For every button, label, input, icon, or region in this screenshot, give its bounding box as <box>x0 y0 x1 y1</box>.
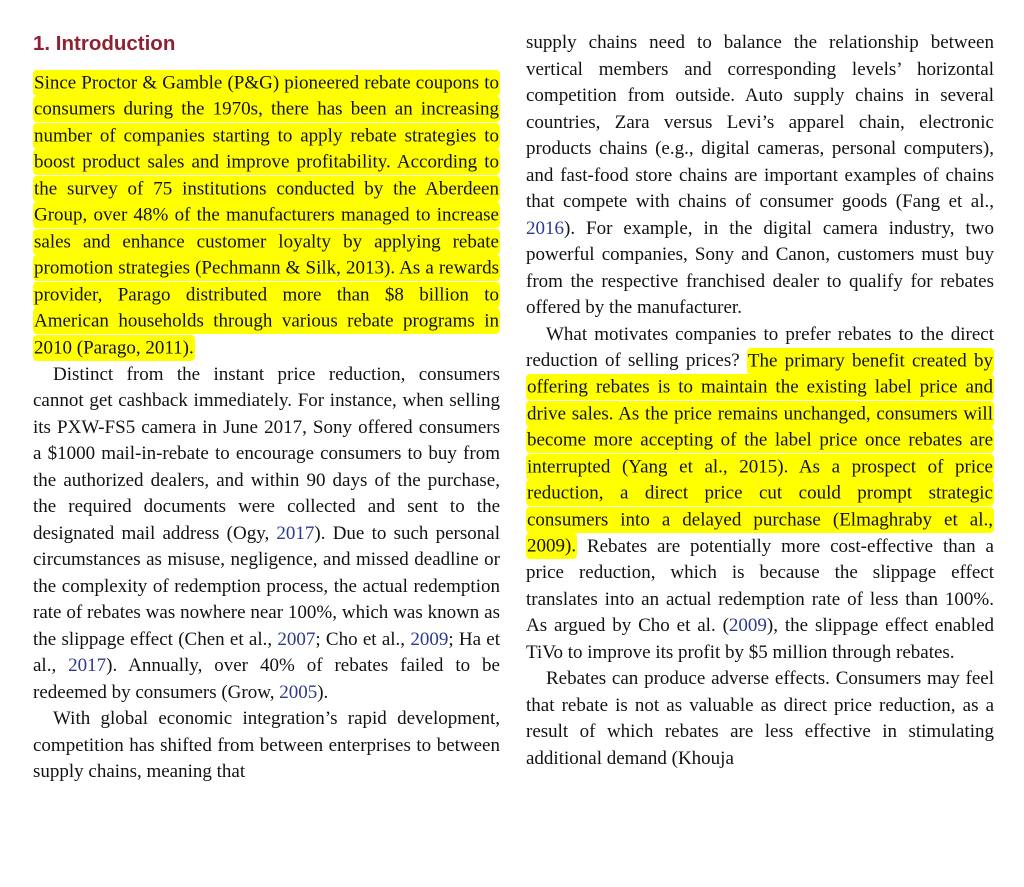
citation-link[interactable]: 2017 <box>68 655 107 676</box>
highlighted-text: The primary benefit created by offering rebates is to maintain the existing label price and drive sales. As the price remains unchanged, consumers will become more accepting of the label price once rebates are interrupted (Yang et al., 2015). As a prospect of price reduction, a direct price cut could prompt strategic consumers into a delayed purchase (Elmaghraby et al., 2009). <box>526 348 994 560</box>
citation-link[interactable]: 2005 <box>279 681 318 703</box>
paragraph-rebate-motivation <box>526 322 994 667</box>
text-run: What motivates companies to prefer rebates to the direct reduction of selling prices? <box>526 323 994 371</box>
paragraph-adverse-effects <box>526 666 994 772</box>
citation-link[interactable]: 2009 <box>728 615 767 636</box>
text-run: ; Cho et al., <box>315 628 411 650</box>
text-run: ). For example, in the digital camera industry, two powerful companies, Sony and Canon, customers must buy from the respective franchised dealer to qualify for rebates offered by the manufacturer. <box>526 217 994 318</box>
right-column <box>526 30 994 887</box>
text-run: ). Due to such personal circumstances as misuse, negligence, and missed deadline or the complexity of redemption process, the actual redemption rate of rebates was nowhere near 100%, which was known as the slippage effect (Chen et al., <box>33 522 500 650</box>
text-run: ). <box>317 681 329 703</box>
text-run: ). Annually, over 40% of rebates failed to be redeemed by consumers (Grow, <box>33 655 500 703</box>
text-run: supply chains need to balance the relationship between vertical members and corresponding levels’ horizontal competition from outside. Auto supply chains in several countries, Zara versus Levi’s apparel chain, electronic products chains (e.g., digital cameras, personal computers), and fast-food store chains are important examples of chains that compete with chains of consumer goods (Fang et al., <box>526 32 994 212</box>
paragraph-global-competition <box>33 706 500 786</box>
left-column <box>33 30 500 887</box>
paragraph-intro-highlighted <box>33 70 500 362</box>
citation-link[interactable]: 2017 <box>276 522 315 544</box>
citation-link[interactable]: 2009 <box>410 628 449 650</box>
text-run: With global economic integration’s rapid development, competition has shifted from between enterprises to between supply chains, meaning that <box>33 708 500 782</box>
paragraph-rebate-mechanics <box>33 362 500 707</box>
text-run: Distinct from the instant price reduction, consumers cannot get cashback immediately. For instance, when selling its PXW-FS5 camera in June 2017, Sony offered consumers a $1000 mail-in-rebate to encourage consumers to buy from the authorized dealers, and within 90 days of the purchase, the required documents were collected and sent to the designated mail address (Ogy, <box>33 363 500 544</box>
highlighted-text: Since Proctor & Gamble (P&G) pioneered rebate coupons to consumers during the 1970s, there has been an increasing number of companies starting to apply rebate strategies to boost product sales and improve profitability. According to the survey of 75 institutions conducted by the Aberdeen Group, over 48% of the manufacturers managed to increase sales and enhance customer loyalty by applying rebate promotion strategies (Pechmann & Silk, 2013). As a rewards provider, Parago distributed more than $8 billion to American households through various rebate programs in 2010 (Parago, 2011). <box>33 70 500 361</box>
section-heading: 1. Introduction <box>33 32 176 55</box>
paragraph-supply-chains-continued <box>526 30 994 322</box>
text-run: ), the slippage effect enabled TiVo to improve its profit by $5 million through rebates. <box>526 615 995 663</box>
citation-link[interactable]: 2007 <box>277 628 316 650</box>
text-run: Rebates can produce adverse effects. Consumers may feel that rebate is not as valuable as direct price reduction, as a result of which rebates are less effective in stimulating additional demand (Khouja <box>526 668 994 769</box>
text-run: Rebates are potentially more cost-effective than a price reduction, which is because the slippage effect translates into an actual redemption rate of less than 100%. As argued by Cho et al. ( <box>526 535 994 636</box>
citation-link[interactable]: 2016 <box>526 217 564 239</box>
text-run: ; Ha et al., <box>33 628 500 676</box>
